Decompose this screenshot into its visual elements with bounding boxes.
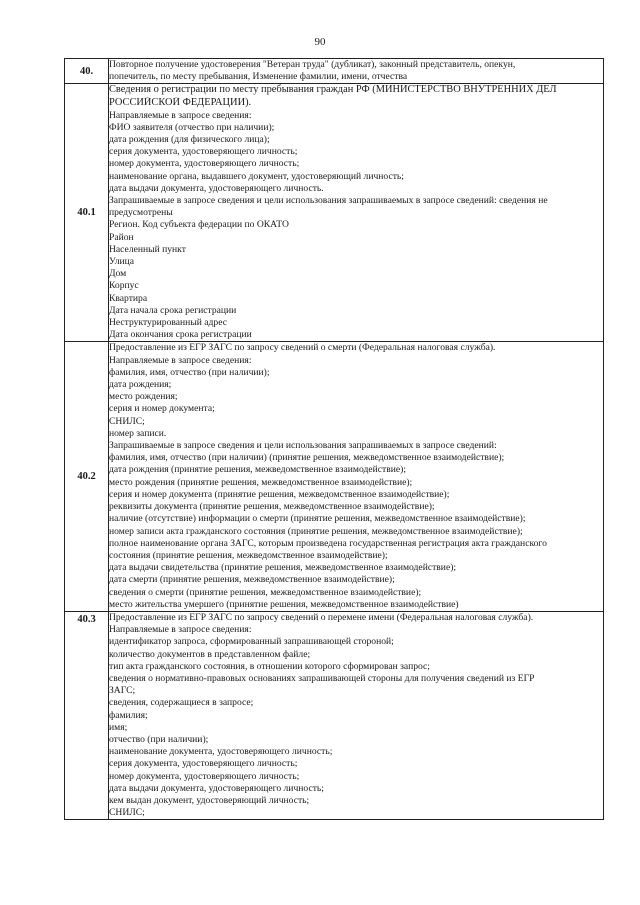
content-line: Район: [109, 231, 134, 243]
content-line: место рождения (принятие решения, межведомственное взаимодействие);: [109, 476, 413, 488]
content-line: попечитель, по месту пребывания, Изменение фамилии, имени, отчества: [109, 71, 408, 83]
table-row: [65, 59, 604, 84]
content-line: серия документа, удостоверяющего личность;: [109, 758, 298, 770]
page-number: 90: [314, 36, 326, 48]
content-line: фамилия, имя, отчество (при наличии);: [109, 366, 270, 378]
content-line: предусмотрены: [109, 207, 173, 219]
content-line: Направляемые в запросе сведения:: [109, 109, 252, 121]
row-number: 40.1: [65, 84, 109, 342]
content-line: СНИЛС;: [109, 415, 145, 427]
row-number: 40.2: [65, 342, 109, 611]
content-line: номер записи.: [109, 427, 167, 439]
content-line: Регион. Код субъекта федерации по ОКАТО: [109, 219, 289, 231]
row-content: [109, 342, 604, 611]
content-line: Корпус: [109, 280, 139, 292]
table-row: [65, 611, 604, 819]
content-line: Населенный пункт: [109, 243, 186, 255]
content-line: Предоставление из ЕГР ЗАГС по запросу сведений о перемене имени (Федеральная налоговая служба).: [109, 611, 534, 623]
content-line: Квартира: [109, 292, 148, 304]
content-line: Дата начала срока регистрации: [109, 304, 237, 316]
content-line: Дата окончания срока регистрации: [109, 329, 252, 341]
content-line: полное наименование органа ЗАГС, которым произведена государственная регистрация акта гражданского: [109, 537, 547, 549]
row-content: [109, 59, 604, 84]
content-line: номер документа, удостоверяющего личность;: [109, 158, 300, 170]
content-line: тип акта гражданского состояния, в отношении которого сформирован запрос;: [109, 660, 430, 672]
content-line: РОССИЙСКОЙ ФЕДЕРАЦИИ).: [109, 97, 252, 108]
content-line: сведения, содержащиеся в запросе;: [109, 697, 254, 709]
content-line: сведения о смерти (принятие решения, межведомственное взаимодействие);: [109, 586, 422, 598]
content-line: количество документов в представленном файле;: [109, 648, 311, 660]
content-line: Предоставление из ЕГР ЗАГС по запросу сведений о смерти (Федеральная налоговая служба).: [109, 342, 496, 354]
content-line: ФИО заявителя (отчество при наличии);: [109, 121, 275, 133]
content-line: дата рождения (для физического лица);: [109, 134, 270, 145]
content-line: реквизиты документа (принятие решения, межведомственное взаимодействие);: [109, 501, 435, 513]
content-line: фамилия, имя, отчество (при наличии) (принятие решения, межведомственное взаимодействие);: [109, 452, 505, 464]
content-line: место жительства умершего (принятие решения, межведомственное взаимодействие): [109, 598, 459, 610]
content-line: дата выдачи документа, удостоверяющего личность;: [109, 782, 324, 794]
content-line: дата выдачи документа, удостоверяющего личность.: [109, 182, 324, 194]
content-line: наличие (отсутствие) информации о смерти (принятие решения, межведомственное взаимодействие);: [109, 513, 526, 525]
content-line: дата смерти (принятие решения, межведомственное взаимодействие);: [109, 574, 395, 586]
content-line: фамилия;: [109, 709, 148, 721]
content-line: состояния (принятие решения, межведомственное взаимодействие);: [109, 549, 388, 561]
content-line: СНИЛС;: [109, 807, 145, 819]
row-number: 40.3: [65, 611, 109, 819]
content-line: сведения о нормативно-правовых основаниях запрашивающей стороны для получения сведений из ЕГР: [109, 672, 535, 684]
content-line: Улица: [109, 256, 135, 268]
services-table: [64, 58, 604, 820]
content-line: Дом: [109, 268, 127, 280]
row-content: [109, 611, 604, 819]
content-line: идентификатор запроса, сформированный запрашивающей стороной;: [109, 636, 394, 648]
content-line: имя;: [109, 721, 128, 733]
content-line: Неструктурированный адрес: [109, 317, 227, 329]
content-line: кем выдан документ, удостоверяющий личность;: [109, 794, 310, 806]
content-line: дата выдачи свидетельства (принятие решения, межведомственное взаимодействие);: [109, 562, 457, 574]
content-line: номер документа, удостоверяющего личность;: [109, 770, 300, 782]
row-content: [109, 84, 604, 342]
table-row: [65, 84, 604, 342]
services-table-body: [65, 59, 604, 820]
content-line: дата рождения;: [109, 379, 172, 391]
content-line: Направляемые в запросе сведения:: [109, 624, 252, 636]
content-line: Запрашиваемые в запросе сведения и цели использования запрашиваемых в запросе сведений: сведения не: [109, 195, 548, 207]
content-line: ЗАГС;: [109, 685, 136, 697]
content-line: Сведения о регистрации по месту пребывания граждан РФ (МИНИСТЕРСТВО ВНУТРЕННИХ ДЕЛ: [109, 84, 557, 96]
content-line: Запрашиваемые в запросе сведения и цели использования запрашиваемых в запросе сведений:: [109, 440, 497, 452]
table-row: [65, 342, 604, 611]
row-number: 40.: [65, 59, 109, 84]
content-line: серия и номер документа;: [109, 403, 215, 415]
content-line: серия документа, удостоверяющего личность;: [109, 146, 298, 158]
content-line: дата рождения (принятие решения, межведомственное взаимодействие);: [109, 464, 406, 476]
content-line: наименование органа, выдавшего документ, удостоверяющий личность;: [109, 170, 404, 182]
content-line: серия и номер документа (принятие решения, межведомственное взаимодействие);: [109, 488, 450, 500]
content-line: Направляемые в запросе сведения:: [109, 354, 252, 366]
content-line: отчество (при наличии);: [109, 733, 209, 745]
content-line: наименование документа, удостоверяющего личность;: [109, 746, 333, 758]
content-line: номер записи акта гражданского состояния (принятие решения, межведомственное взаимодействие);: [109, 525, 523, 537]
content-line: место рождения;: [109, 391, 178, 403]
content-line: Повторное получение удостоверения "Ветеран труда" (дубликат), законный представитель, опекун,: [109, 59, 516, 70]
